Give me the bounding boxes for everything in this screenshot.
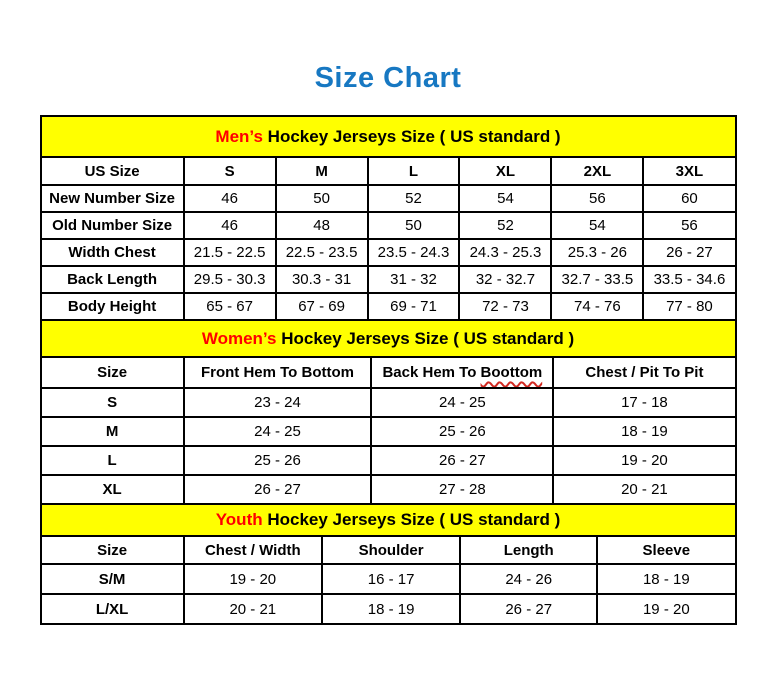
youth-cell: 16 - 17: [322, 564, 460, 594]
mens-row-2: [41, 239, 736, 266]
womens-row-label: S: [41, 388, 184, 417]
womens-col-header-2: [371, 357, 553, 388]
mens-cell: 29.5 - 30.3: [184, 266, 276, 293]
mens-row-1: [41, 212, 736, 239]
youth-cell: 20 - 21: [184, 594, 322, 624]
mens-cell: 54: [459, 185, 551, 212]
misspelled-word: Boottom: [480, 364, 543, 381]
mens-cell: 26 - 27: [643, 239, 735, 266]
mens-cell: 46: [184, 212, 276, 239]
womens-cell: 20 - 21: [553, 475, 735, 504]
youth-cell: 24 - 26: [460, 564, 597, 594]
youth-row-label: S/M: [41, 564, 184, 594]
mens-cell: 72 - 73: [459, 293, 551, 320]
mens-row-label: Body Height: [41, 293, 184, 320]
page-title: Size Chart: [314, 62, 462, 94]
womens-row-label: XL: [41, 475, 184, 504]
mens-cell: 21.5 - 22.5: [184, 239, 276, 266]
mens-cell: 25.3 - 26: [551, 239, 643, 266]
youth-col-header-1: Chest / Width: [184, 536, 322, 564]
mens-banner-text: Hockey Jerseys Size ( US standard ): [262, 126, 561, 146]
womens-row-0: [41, 388, 736, 417]
womens-cell: 23 - 24: [184, 388, 372, 417]
womens-header-row: [41, 357, 736, 388]
mens-cell: 33.5 - 34.6: [643, 266, 735, 293]
youth-row-0: [41, 564, 736, 594]
mens-cell: 31 - 32: [368, 266, 460, 293]
mens-cell: 46: [184, 185, 276, 212]
youth-cell: 18 - 19: [597, 564, 735, 594]
womens-col-header-0: Size: [41, 357, 184, 388]
womens-cell: 19 - 20: [553, 446, 735, 475]
mens-col-header-3: L: [368, 157, 460, 185]
mens-cell: 48: [276, 212, 368, 239]
mens-cell: 32 - 32.7: [459, 266, 551, 293]
mens-col-header-4: XL: [459, 157, 551, 185]
womens-cell: 25 - 26: [371, 417, 553, 446]
mens-banner: [41, 116, 736, 157]
youth-cell: 19 - 20: [597, 594, 735, 624]
womens-cell: 26 - 27: [184, 475, 372, 504]
youth-banner: [41, 504, 736, 536]
youth-banner-text: Hockey Jerseys Size ( US standard ): [262, 510, 561, 529]
mens-cell: 69 - 71: [368, 293, 460, 320]
womens-cell: 24 - 25: [184, 417, 372, 446]
womens-col-header-1: Front Hem To Bottom: [184, 357, 372, 388]
womens-row-label: L: [41, 446, 184, 475]
youth-cell: 19 - 20: [184, 564, 322, 594]
mens-row-label: Back Length: [41, 266, 184, 293]
mens-cell: 74 - 76: [551, 293, 643, 320]
womens-row-label: M: [41, 417, 184, 446]
youth-cell: 18 - 19: [322, 594, 460, 624]
mens-col-header-6: 3XL: [643, 157, 735, 185]
womens-banner-highlight: Women’s: [201, 328, 277, 348]
mens-row-0: [41, 185, 736, 212]
mens-header-row: [41, 157, 736, 185]
mens-banner-row: [41, 116, 736, 157]
mens-cell: 54: [551, 212, 643, 239]
mens-col-header-5: 2XL: [551, 157, 643, 185]
womens-cell: 24 - 25: [371, 388, 553, 417]
youth-row-1: [41, 594, 736, 624]
mens-col-header-0: US Size: [41, 157, 184, 185]
mens-cell: 60: [643, 185, 735, 212]
womens-row-2: [41, 446, 736, 475]
womens-cell: 27 - 28: [371, 475, 553, 504]
youth-cell: 26 - 27: [460, 594, 597, 624]
mens-row-3: [41, 266, 736, 293]
womens-cell: 25 - 26: [184, 446, 372, 475]
mens-cell: 24.3 - 25.3: [459, 239, 551, 266]
mens-row-4: [41, 293, 736, 320]
womens-cell: 26 - 27: [371, 446, 553, 475]
youth-banner-row: [41, 504, 736, 536]
mens-col-header-2: M: [276, 157, 368, 185]
womens-size-table: [40, 319, 737, 505]
mens-col-header-1: S: [184, 157, 276, 185]
youth-banner-highlight: Youth: [215, 510, 263, 529]
womens-col-header-3: Chest / Pit To Pit: [553, 357, 735, 388]
mens-cell: 30.3 - 31: [276, 266, 368, 293]
mens-cell: 23.5 - 24.3: [368, 239, 460, 266]
youth-header-row: [41, 536, 736, 564]
womens-cell: 18 - 19: [553, 417, 735, 446]
youth-col-header-0: Size: [41, 536, 184, 564]
mens-banner-highlight: Men’s: [215, 126, 263, 146]
mens-cell: 67 - 69: [276, 293, 368, 320]
womens-banner-text: Hockey Jerseys Size ( US standard ): [276, 328, 575, 348]
mens-cell: 50: [276, 185, 368, 212]
womens-banner: [41, 320, 736, 357]
mens-size-table: [40, 115, 737, 321]
womens-cell: 17 - 18: [553, 388, 735, 417]
mens-cell: 56: [643, 212, 735, 239]
mens-row-label: Old Number Size: [41, 212, 184, 239]
mens-cell: 50: [368, 212, 460, 239]
youth-col-header-3: Length: [460, 536, 597, 564]
youth-size-table: [40, 503, 737, 625]
youth-col-header-4: Sleeve: [597, 536, 735, 564]
mens-cell: 56: [551, 185, 643, 212]
mens-row-label: New Number Size: [41, 185, 184, 212]
womens-col-header-prefix: Back Hem To: [382, 364, 481, 381]
mens-row-label: Width Chest: [41, 239, 184, 266]
mens-cell: 22.5 - 23.5: [276, 239, 368, 266]
womens-row-3: [41, 475, 736, 504]
youth-row-label: L/XL: [41, 594, 184, 624]
size-chart: [40, 115, 737, 625]
mens-cell: 65 - 67: [184, 293, 276, 320]
mens-cell: 52: [459, 212, 551, 239]
womens-banner-row: [41, 320, 736, 357]
mens-cell: 32.7 - 33.5: [551, 266, 643, 293]
mens-cell: 52: [368, 185, 460, 212]
womens-row-1: [41, 417, 736, 446]
mens-cell: 77 - 80: [643, 293, 735, 320]
youth-col-header-2: Shoulder: [322, 536, 460, 564]
